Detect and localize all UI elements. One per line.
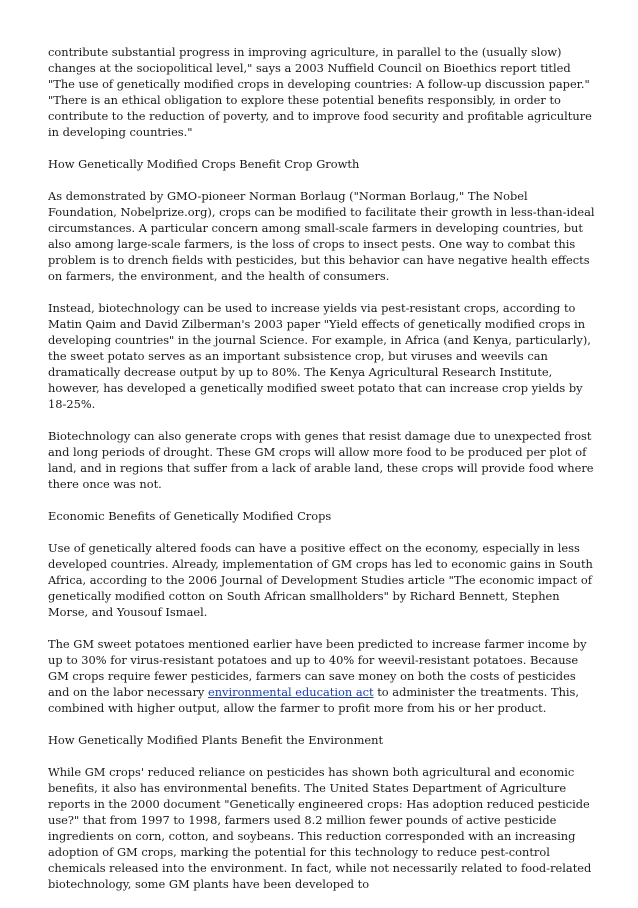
paragraph: Instead, biotechnology can be used to increase yields via pest-resistant crops, according to Matin Qaim and David Zilberman's 2003 paper "Yield effects of genetically modified crops in developing countries" in the journal Science. For example, in Africa (and Kenya, particularly), the sweet potato serves as an important subsistence crop, but viruses and weevils can dramatically decrease output by up to 80%. The Kenya Agricultural Research Institute, however, has developed a genetically modified sweet potato that can increase crop yields by 18-25%. xyxy=(48,301,591,411)
paragraph: contribute substantial progress in improving agriculture, in parallel to the (usually slow) changes at the sociopolitical level," says a 2003 Nuffield Council on Bioethics report titled "The use of genetically modified crops in developing countries: A follow-up discussion paper." "There is an ethical obligation to explore these potential benefits responsibly, in order to contribute to the reduction of poverty, and to improve food security and profitable agriculture in developing countries." xyxy=(48,45,592,139)
section-heading: How Genetically Modified Plants Benefit the Environment xyxy=(48,733,384,747)
environmental-education-act-link[interactable]: environmental education act xyxy=(207,685,374,699)
document-page xyxy=(48,44,598,908)
section-heading: Economic Benefits of Genetically Modified Crops xyxy=(48,509,332,523)
paragraph-text-before-link: The GM sweet potatoes mentioned earlier have been predicted to increase farmer income by up to 30% for virus-resistant potatoes and up to 40% for weevil-resistant potatoes. Because GM crops require fewer pesticides, farmers can save money on both the costs of pesticides and on the labor necessary xyxy=(48,637,587,699)
paragraph: Use of genetically altered foods can have a positive effect on the economy, especially in less developed countries. Already, implementation of GM crops has led to economic gains in South Africa, according to the 2006 Journal of Development Studies article "The economic impact of genetically modified cotton on South African smallholders" by Richard Bennett, Stephen Morse, and Yousouf Ismael. xyxy=(48,541,593,619)
paragraph-text-after-link: to administer the treatments. This, combined with higher output, allow the farmer to profit more from his or her product. xyxy=(48,685,580,715)
paragraph: As demonstrated by GMO-pioneer Norman Borlaug ("Norman Borlaug," The Nobel Foundation, Nobelprize.org), crops can be modified to facilitate their growth in less-than-ideal circumstances. A particular concern among small-scale farmers in developing countries, but also among large-scale farmers, is the loss of crops to insect pests. One way to combat this problem is to drench fields with pesticides, but this behavior can have negative health effects on farmers, the environment, and the health of consumers. xyxy=(48,189,595,283)
paragraph-with-link xyxy=(48,636,598,716)
paragraph: While GM crops' reduced reliance on pesticides has shown both agricultural and economic benefits, it also has environmental benefits. The United States Department of Agriculture reports in the 2000 document "Genetically engineered crops: Has adoption reduced pesticide use?" that from 1997 to 1998, farmers used 8.2 million fewer pounds of active pesticide ingredients on corn, cotton, and soybeans. This reduction corresponded with an increasing adoption of GM crops, marking the potential for this technology to reduce pest-control chemicals released into the environment. In fact, while not necessarily related to food-related biotechnology, some GM plants have been developed to xyxy=(48,765,592,891)
section-heading: How Genetically Modified Crops Benefit Crop Growth xyxy=(48,157,360,171)
paragraph: Biotechnology can also generate crops with genes that resist damage due to unexpected frost and long periods of drought. These GM crops will allow more food to be produced per plot of land, and in regions that suffer from a lack of arable land, these crops will provide food where there once was not. xyxy=(48,429,594,491)
